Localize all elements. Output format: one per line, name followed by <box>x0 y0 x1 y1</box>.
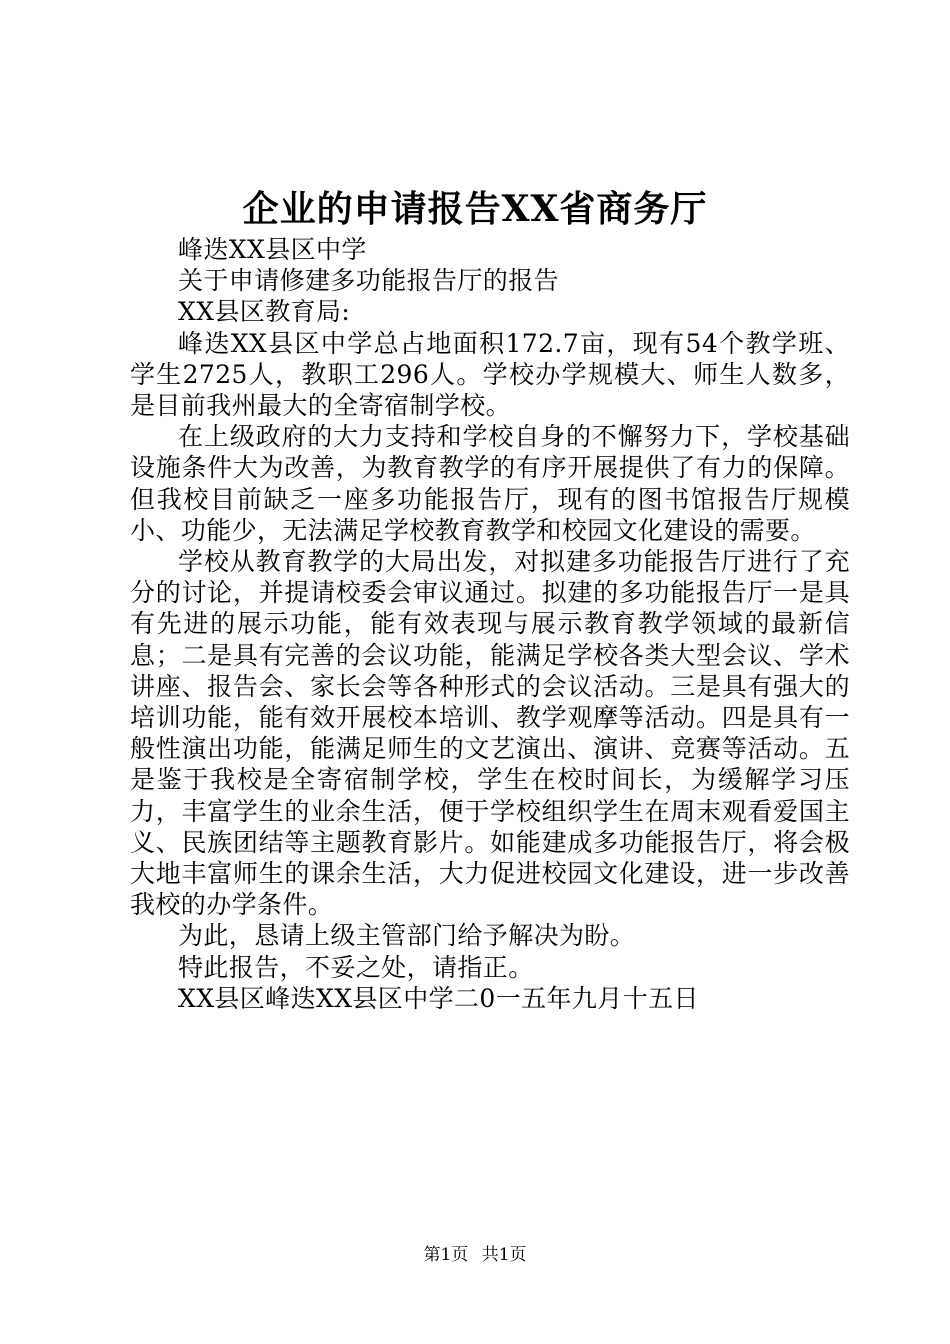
document-body <box>130 234 850 1014</box>
page-footer <box>0 1243 950 1267</box>
total-pages: 共1页 <box>481 1245 527 1265</box>
paragraph-proposal-details: 学校从教育教学的大局出发，对拟建多功能报告厅进行了充分的讨论，并提请校委会审议通过。拟建的多功能报告厅一是具有先进的展示功能，能有效表现与展示教育教学领域的最新信息；二是具有完善的会议功能，能满足学校各类大型会议、学术讲座、报告会、家长会等各种形式的会议活动。三是具有强大的培训功能，能有效开展校本培训、教学观摩等活动。四是具有一般性演出功能，能满足师生的文艺演出、演讲、竞赛等活动。五是鉴于我校是全寄宿制学校，学生在校时间长，为缓解学习压力，丰富学生的业余生活，便于学校组织学生在周末观看爱国主义、民族团结等主题教育影片。如能建成多功能报告厅，将会极大地丰富师生的课余生活，大力促进校园文化建设，进一步改善我校的办学条件。 <box>130 547 850 920</box>
school-name-line: 峰迭XX县区中学 <box>178 235 367 264</box>
signature-date-line: XX县区峰迭XX县区中学二0一五年九月十五日 <box>178 983 699 1013</box>
paragraph-closing: 特此报告，不妥之处，请指正。 <box>178 952 534 982</box>
document-title: 企业的申请报告XX省商务厅 <box>242 188 708 230</box>
paragraph-request: 为此，恳请上级主管部门给予解决为盼。 <box>178 921 636 951</box>
paragraph-current-situation: 在上级政府的大力支持和学校自身的不懈努力下，学校基础设施条件大为改善，为教育教学的有序开展提供了有力的保障。但我校目前缺乏一座多功能报告厅，现有的图书馆报告厅规模小、功能少，无法满足学校教育教学和校园文化建设的需要。 <box>130 422 850 545</box>
report-subject-line: 关于申请修建多功能报告厅的报告 <box>178 266 560 296</box>
page-number: 第1页 <box>423 1245 469 1265</box>
recipient-line: XX县区教育局: <box>178 297 351 327</box>
paragraph-school-overview: 峰迭XX县区中学总占地面积172.7亩，现有54个教学班、学生2725人，教职工296人。学校办学规模大、师生人数多，是目前我州最大的全寄宿制学校。 <box>130 328 850 421</box>
